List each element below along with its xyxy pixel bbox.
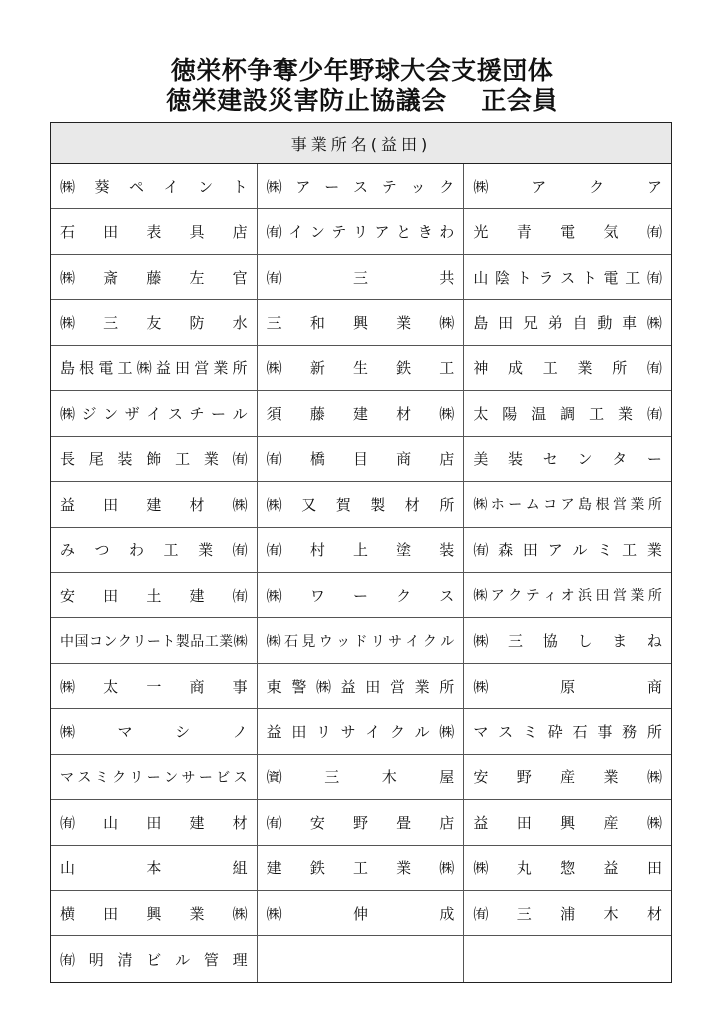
member-cell: ㈲ 安 野 畳 店 <box>258 800 465 845</box>
member-cell: ㈱ 丸 惣 益 田 <box>464 846 671 891</box>
member-cell: 益 田 リ サ イ ク ル ㈱ <box>258 709 465 754</box>
member-cell: 光 青 電 気 ㈲ <box>464 209 671 254</box>
member-cell: 美 装 セ ン タ ー <box>464 437 671 482</box>
member-cell: 安 野 産 業 ㈱ <box>464 755 671 800</box>
page-title-line-1: 徳栄杯争奪少年野球大会支援団体 <box>170 56 554 85</box>
member-cell: ㈲ 森 田 ア ル ミ 工 業 <box>464 528 671 573</box>
member-cell: ㈱ ホ ー ム コ ア 島 根 営 業 所 <box>464 482 671 527</box>
member-cell: 神 成 工 業 所 ㈲ <box>464 346 671 391</box>
member-cell <box>258 936 465 981</box>
member-cell: ㈱ 三 友 防 水 <box>51 300 258 345</box>
member-cell: 島 根 電 工 ㈱ 益 田 営 業 所 <box>51 346 258 391</box>
member-cell: マ ス ミ ク リ ー ン サ ー ビ ス <box>51 755 258 800</box>
member-cell: ㈲ 村 上 塗 装 <box>258 528 465 573</box>
member-cell: マ ス ミ 砕 石 事 務 所 <box>464 709 671 754</box>
member-cell: ㈱ 斎 藤 左 官 <box>51 255 258 300</box>
member-cell: ㈱ 石 見 ウ ッ ド リ サ イ ク ル <box>258 618 465 663</box>
member-cell: 山 陰 ト ラ ス ト 電 工 ㈲ <box>464 255 671 300</box>
member-cell: ㈱ 伸 成 <box>258 891 465 936</box>
member-cell: ㈲ 三 浦 木 材 <box>464 891 671 936</box>
page-title-line-2: 徳栄建設災害防止協議会 正会員 <box>166 86 558 115</box>
member-cell: 石 田 表 具 店 <box>51 209 258 254</box>
member-cell: 安 田 土 建 ㈲ <box>51 573 258 618</box>
member-cell: 太 陽 温 調 工 業 ㈲ <box>464 391 671 436</box>
member-cell: ㈲ イ ン テ リ ア と き わ <box>258 209 465 254</box>
member-cell: ㈱ 原 商 <box>464 664 671 709</box>
member-cell: 建 鉄 工 業 ㈱ <box>258 846 465 891</box>
member-grid <box>51 164 671 982</box>
member-cell: 須 藤 建 材 ㈱ <box>258 391 465 436</box>
member-cell: 山 本 組 <box>51 846 258 891</box>
member-cell: ㈱ 太 一 商 事 <box>51 664 258 709</box>
member-cell: 横 田 興 業 ㈱ <box>51 891 258 936</box>
member-cell: ㈱ ア ー ス テ ッ ク <box>258 164 465 209</box>
member-cell: 中 国 コ ン ク リ ー ト 製 品 工 業 ㈱ <box>51 618 258 663</box>
member-cell: ㈲ 明 清 ビ ル 管 理 <box>51 936 258 981</box>
member-cell: ㈱ 新 生 鉄 工 <box>258 346 465 391</box>
member-cell: 東 警 ㈱ 益 田 営 業 所 <box>258 664 465 709</box>
member-cell: み つ わ 工 業 ㈲ <box>51 528 258 573</box>
member-cell: ㈱ ジ ン ザ イ ス チ ー ル <box>51 391 258 436</box>
member-cell: 長 尾 装 飾 工 業 ㈲ <box>51 437 258 482</box>
member-cell: ㈱ 葵 ペ イ ン ト <box>51 164 258 209</box>
member-cell: ㈱ ア ク ア <box>464 164 671 209</box>
member-cell: 益 田 建 材 ㈱ <box>51 482 258 527</box>
member-cell: 三 和 興 業 ㈱ <box>258 300 465 345</box>
member-cell: 益 田 興 産 ㈱ <box>464 800 671 845</box>
member-cell: ㈾ 三 木 屋 <box>258 755 465 800</box>
member-cell: ㈲ 橋 目 商 店 <box>258 437 465 482</box>
member-cell: ㈱ ア ク テ ィ オ 浜 田 営 業 所 <box>464 573 671 618</box>
member-cell: 島 田 兄 弟 自 動 車 ㈱ <box>464 300 671 345</box>
table-header: 事業所名(益田) <box>51 123 671 164</box>
member-cell: ㈲ 山 田 建 材 <box>51 800 258 845</box>
member-cell: ㈱ ワ ー ク ス <box>258 573 465 618</box>
member-cell: ㈲ 三 共 <box>258 255 465 300</box>
member-cell: ㈱ マ シ ノ <box>51 709 258 754</box>
member-cell: ㈱ 三 協 し ま ね <box>464 618 671 663</box>
member-table <box>50 122 672 983</box>
member-cell: ㈱ 又 賀 製 材 所 <box>258 482 465 527</box>
member-cell <box>464 936 671 981</box>
